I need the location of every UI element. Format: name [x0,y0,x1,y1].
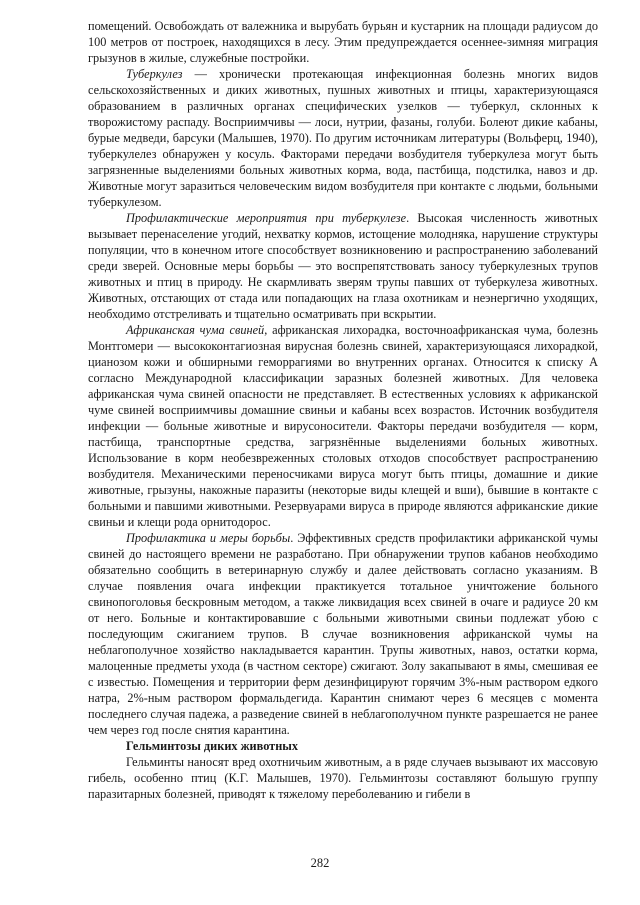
paragraph-text: . Эффективных средств профилактики африканской чумы свиней до настоящего времени не разработано. При обнаружении трупов кабанов необходимо обязательно сообщить в ветеринарную службу и далее действовать согласно указаниям. В случае появления очага инфекции практикуется тотальное уничтожение больного свинопоголовья бескровным методом, а также ликвидация всех свиней в очаге и радиусе 20 км от него. Больные и контактировавшие с больными животными свиньи подлежат убою с последующим сжиганием трупов. В случае возникновения африканской чумы на неблагополучное хозяйство накладывается карантин. Трупы животных, навоз, остатки корма, малоценные предметы ухода (в частном секторе) сжигают. Золу закапывают в ямы, смешивая ее с известью. Помещения и территории ферм дезинфицируют горячим 3%-ным раствором едкого натра, 2%-ным раствором формальдегида. Карантин снимают через 6 месяцев с момента последнего случая падежа, а разведение свиней в неблагополучном пункте разрешается не ранее чем через год после снятия карантина. [88,531,598,737]
paragraph-african-swine-fever [88,322,598,530]
paragraph-continuation [88,18,598,66]
paragraph-text: , африканская лихорадка, восточноафриканская чума, болезнь Монтгомери — высококонтагиозная вирусная болезнь свиней, характеризующаяся лихорадкой, цианозом кожи и обширными геморрагиями во внутренних органах. Относится к списку А согласно Международной классификации заразных болезней животных. Для человека африканская чума свиней опасности не представляет. В естественных условиях к африканской чуме свиней восприимчивы домашние свиньи и кабаны всех возрастов. Источник возбудителя инфекции — больные животные и вирусоносители. Факторы передачи возбудителя — корм, пастбища, транспортные средства, загрязнённые выделениями больных животных. Использование в корм необезвреженных столовых отходов способствует распространению возбудителя. Механическими переносчиками вируса могут быть птицы, домашние и дикие животные, грызуны, накожные паразиты (некоторые виды клещей и вши), бывшие в контакте с больными и павшими животными. Резервуарами вируса в природе являются африканские дикие свиньи и клещи рода орнитодорос. [88,323,598,529]
term-asf-prevention: Профилактика и меры борьбы [126,531,291,545]
paragraph-text: помещений. Освобождать от валежника и вырубать бурьян и кустарник на площади радиусом до 100 метров от построек, находящихся в лесу. Этим предупреждается осеннее-зимняя миграция грызунов в жилые, служебные постройки. [88,19,598,65]
paragraph-tuberculosis-prevention [88,210,598,322]
paragraph-text: . Высокая численность животных вызывает перенаселение угодий, нехватку кормов, истощение молодняка, нарушение структуры популяции, что в конечном итоге способствует возникновению и распространению заболеваний среди зверей. Основные меры борьбы — это воспрепятствовать заносу туберкулезных трупов животных и птиц в природу. Не скармливать зверям трупы павших от туберкулеза животных. Животных, отстающих от стада или попадающих на глаза охотникам и неэнергично уходящих, необходимо отстреливать и тщательно осматривать при вскрытии. [88,211,598,321]
paragraph-helminthiases [88,754,598,802]
body-text [88,18,598,802]
page-number: 282 [310,856,330,870]
section-heading: Гельминтозы диких животных [126,739,299,753]
term-african-swine-fever: Африканская чума свиней [126,323,265,337]
term-tuberculosis: Туберкулез [126,67,183,81]
term-tuberculosis-prevention: Профилактические мероприятия при туберкулезе [126,211,407,225]
paragraph-text: Гельминты наносят вред охотничьим животным, а в ряде случаев вызывают их массовую гибель, особенно птиц (К.Г. Малышев, 1970). Гельминтозы составляют большую группу паразитарных болезней, приводят к тяжелому переболеванию и гибели в [88,755,598,801]
paragraph-text: — хронически протекающая инфекционная болезнь многих видов сельскохозяйственных и диких животных, пушных животных и птицы, характеризующаяся образованием в различных органах специфических узелков — туберкул, склонных к творожистому распаду. Восприимчивы — лоси, нутрии, фазаны, голуби. Болеют дикие кабаны, бурые медведи, барсуки (Малышев, 1970). По другим источникам литературы (Вольферц, 1940), туберкулелез обнаружен у косуль. Факторами передачи возбудителя туберкулеза могут быть загрязненные выделениями больных животных корма, вода, пастбища, подстилка, навоз и др. Животные могут заразиться человеческим видом возбудителя при контакте с людьми, больными туберкулезом. [88,67,598,209]
paragraph-asf-prevention [88,530,598,738]
paragraph-tuberculosis [88,66,598,210]
